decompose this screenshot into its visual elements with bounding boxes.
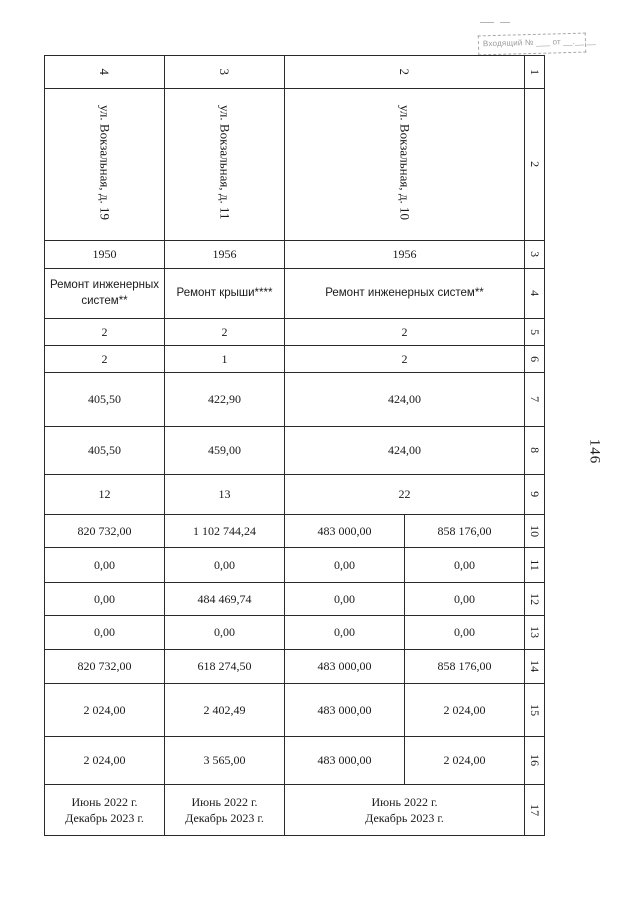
- stamp-mark: [480, 22, 494, 23]
- value-cell: 0,00: [285, 616, 405, 650]
- value-cell: 405,50: [45, 373, 165, 427]
- value-cell: 2: [285, 319, 525, 346]
- value-cell: 483 000,00: [285, 515, 405, 548]
- row-number-cell: [525, 373, 545, 427]
- value-cell: 820 732,00: [45, 650, 165, 684]
- year-cell: 1956: [285, 241, 525, 269]
- row-number-cell: [525, 650, 545, 684]
- table-row: [45, 346, 545, 373]
- table-row: [45, 269, 545, 319]
- column-number: 2: [397, 68, 413, 76]
- row-number-cell: [525, 684, 545, 737]
- registration-stamp: [478, 22, 597, 58]
- row-number-cell: [525, 241, 545, 269]
- row-number: 10: [527, 525, 542, 537]
- row-number: 13: [527, 626, 542, 639]
- value-cell: 618 274,50: [165, 650, 285, 684]
- value-cell: 22: [285, 475, 525, 515]
- value-cell: 820 732,00: [45, 515, 165, 548]
- stamp-mark: [500, 22, 510, 23]
- row-number: 9: [527, 491, 542, 498]
- value-cell: 0,00: [285, 583, 405, 616]
- value-cell: 858 176,00: [405, 515, 525, 548]
- row-number-cell: [525, 319, 545, 346]
- row-number: 5: [527, 329, 542, 335]
- work-type-cell: Ремонт крыши****: [165, 269, 285, 319]
- value-cell: 12: [45, 475, 165, 515]
- row-number-cell: [525, 475, 545, 515]
- value-cell: 424,00: [285, 373, 525, 427]
- value-cell: 0,00: [405, 616, 525, 650]
- table-row: [45, 737, 545, 785]
- address-cell: [165, 89, 285, 241]
- row-number: 3: [527, 251, 542, 258]
- table-row: [45, 56, 545, 89]
- value-cell: 2: [285, 346, 525, 373]
- address-text: ул. Вокзальная, д. 19: [97, 104, 113, 220]
- address-cell: [45, 89, 165, 241]
- stamp-text: Входящий № ___ от __.__.__: [482, 36, 597, 49]
- row-number: 15: [527, 704, 542, 716]
- value-cell: 1 102 744,24: [165, 515, 285, 548]
- value-cell: 424,00: [285, 427, 525, 475]
- table-row: [45, 650, 545, 684]
- row-number: 17: [527, 804, 542, 816]
- column-number: 3: [217, 68, 233, 76]
- value-cell: 0,00: [45, 583, 165, 616]
- row-number: 12: [527, 593, 542, 605]
- address-text: ул. Вокзальная, д. 10: [397, 104, 413, 220]
- table-row: [45, 785, 545, 836]
- value-cell: 405,50: [45, 427, 165, 475]
- value-cell: 422,90: [165, 373, 285, 427]
- row-number-cell: [525, 515, 545, 548]
- value-cell: 0,00: [405, 548, 525, 583]
- row-number: 6: [527, 356, 542, 362]
- year-cell: 1950: [45, 241, 165, 269]
- row-number: 4: [527, 290, 542, 297]
- row-number: 8: [527, 447, 542, 454]
- work-type-cell: Ремонт инженерных систем**: [285, 269, 525, 319]
- value-cell: 483 000,00: [285, 684, 405, 737]
- address-cell: [285, 89, 525, 241]
- value-cell: 2: [45, 346, 165, 373]
- value-cell: 1: [165, 346, 285, 373]
- value-cell: 2: [45, 319, 165, 346]
- value-cell: 459,00: [165, 427, 285, 475]
- table-row: [45, 475, 545, 515]
- row-number-cell: [525, 427, 545, 475]
- value-cell: 2 024,00: [405, 684, 525, 737]
- value-cell: 3 565,00: [165, 737, 285, 785]
- value-cell: 0,00: [165, 616, 285, 650]
- value-cell: 858 176,00: [405, 650, 525, 684]
- row-number: 16: [527, 754, 542, 767]
- table-row: [45, 427, 545, 475]
- period-cell: Июнь 2022 г. Декабрь 2023 г.: [45, 785, 165, 836]
- row-number-cell: [525, 616, 545, 650]
- row-number: 7: [527, 396, 542, 403]
- table-row: [45, 684, 545, 737]
- row-number-cell: [525, 269, 545, 319]
- value-cell: 13: [165, 475, 285, 515]
- row-number-cell: [525, 785, 545, 836]
- column-number: 4: [97, 68, 113, 76]
- page-number: 146: [586, 438, 603, 465]
- row-number-cell: [525, 346, 545, 373]
- table-row: [45, 241, 545, 269]
- address-text: ул. Вокзальная, д. 11: [217, 105, 233, 220]
- table-row: [45, 515, 545, 548]
- table-row: [45, 373, 545, 427]
- value-cell: 484 469,74: [165, 583, 285, 616]
- value-cell: 0,00: [45, 616, 165, 650]
- table-row: [45, 616, 545, 650]
- column-number-cell: [45, 56, 165, 89]
- row-number: 14: [527, 660, 542, 673]
- value-cell: 483 000,00: [285, 737, 405, 785]
- table-row: [45, 89, 545, 241]
- value-cell: 483 000,00: [285, 650, 405, 684]
- value-cell: 2 402,49: [165, 684, 285, 737]
- period-cell: Июнь 2022 г. Декабрь 2023 г.: [285, 785, 525, 836]
- table-row: [45, 319, 545, 346]
- stamp-box: [478, 33, 597, 56]
- year-cell: 1956: [165, 241, 285, 269]
- value-cell: 0,00: [285, 548, 405, 583]
- row-number-cell: [525, 56, 545, 89]
- row-number-cell: [525, 89, 545, 241]
- work-type-cell: Ремонт инженерных систем**: [45, 269, 165, 319]
- table-row: [45, 548, 545, 583]
- value-cell: 2 024,00: [405, 737, 525, 785]
- row-number-cell: [525, 737, 545, 785]
- value-cell: 2: [165, 319, 285, 346]
- row-number: 1: [527, 69, 542, 75]
- column-number-cell: [285, 56, 525, 89]
- value-cell: 0,00: [165, 548, 285, 583]
- value-cell: 2 024,00: [45, 684, 165, 737]
- value-cell: 0,00: [45, 548, 165, 583]
- row-number-cell: [525, 548, 545, 583]
- row-number: 11: [527, 559, 542, 571]
- table-row: [45, 583, 545, 616]
- column-number-cell: [165, 56, 285, 89]
- value-cell: 2 024,00: [45, 737, 165, 785]
- period-cell: Июнь 2022 г. Декабрь 2023 г.: [165, 785, 285, 836]
- row-number-cell: [525, 583, 545, 616]
- row-number: 2: [527, 161, 542, 168]
- value-cell: 0,00: [405, 583, 525, 616]
- data-table: [44, 55, 545, 836]
